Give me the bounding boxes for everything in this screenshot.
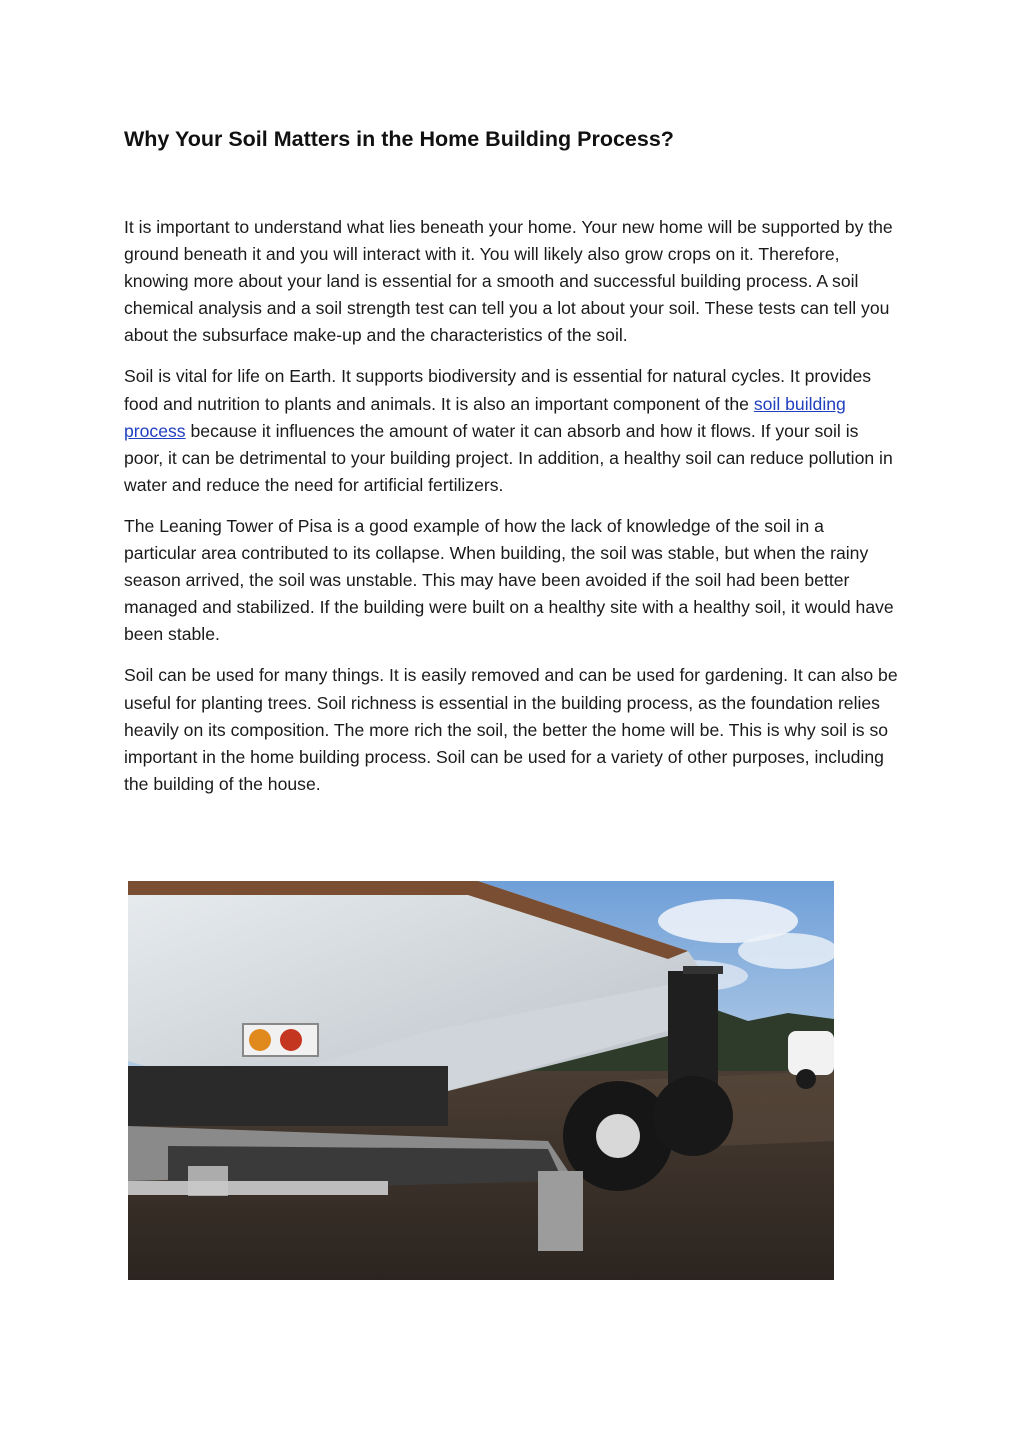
truck-photo: [128, 881, 834, 1280]
soil-building-process-link[interactable]: soil building process: [124, 393, 846, 441]
paragraph-soil-uses: Soil can be used for many things. It is easily removed and can be used for gardening. It can also be useful for planting trees. Soil richness is essential in the building process, as the foundation relies heavily on its composition. The more rich the soil, the better the home will be. This is why soil is so important in the home building process. Soil can be used for a variety of other purposes, including the building of the house.: [124, 665, 898, 794]
article-body: [124, 214, 900, 812]
paragraph-soil-vital-start: Soil is vital for life on Earth. It supports biodiversity and is essential for natural cycles. It provides food and nutrition to plants and animals. It is also an important component of the: [124, 366, 872, 414]
paragraph-soil-vital-end: because it influences the amount of water it can absorb and how it flows. If your soil is poor, it can be detrimental to your building project. In addition, a healthy soil can reduce pollution in water and reduce the need for artificial fertilizers.: [124, 420, 893, 495]
document-title: Why Your Soil Matters in the Home Building Process?: [124, 127, 674, 151]
paragraph-pisa: The Leaning Tower of Pisa is a good example of how the lack of knowledge of the soil in a particular area contributed to its collapse. When building, the soil was stable, but when the rainy season arrived, the soil was unstable. This may have been avoided if the soil had been better managed and stabilized. If the building were built on a healthy site with a healthy soil, it would have been stable.: [124, 515, 894, 645]
paragraph-intro: It is important to understand what lies beneath your home. Your new home will be supported by the ground beneath it and you will interact with it. You will likely also grow crops on it. Therefore, knowing more about your land is essential for a smooth and successful building process. A soil chemical analysis and a soil strength test can tell you a lot about your soil. These tests can tell you about the subsurface make-up and the characteristics of the soil.: [124, 217, 893, 346]
paragraph-soil-vital: [124, 363, 900, 498]
